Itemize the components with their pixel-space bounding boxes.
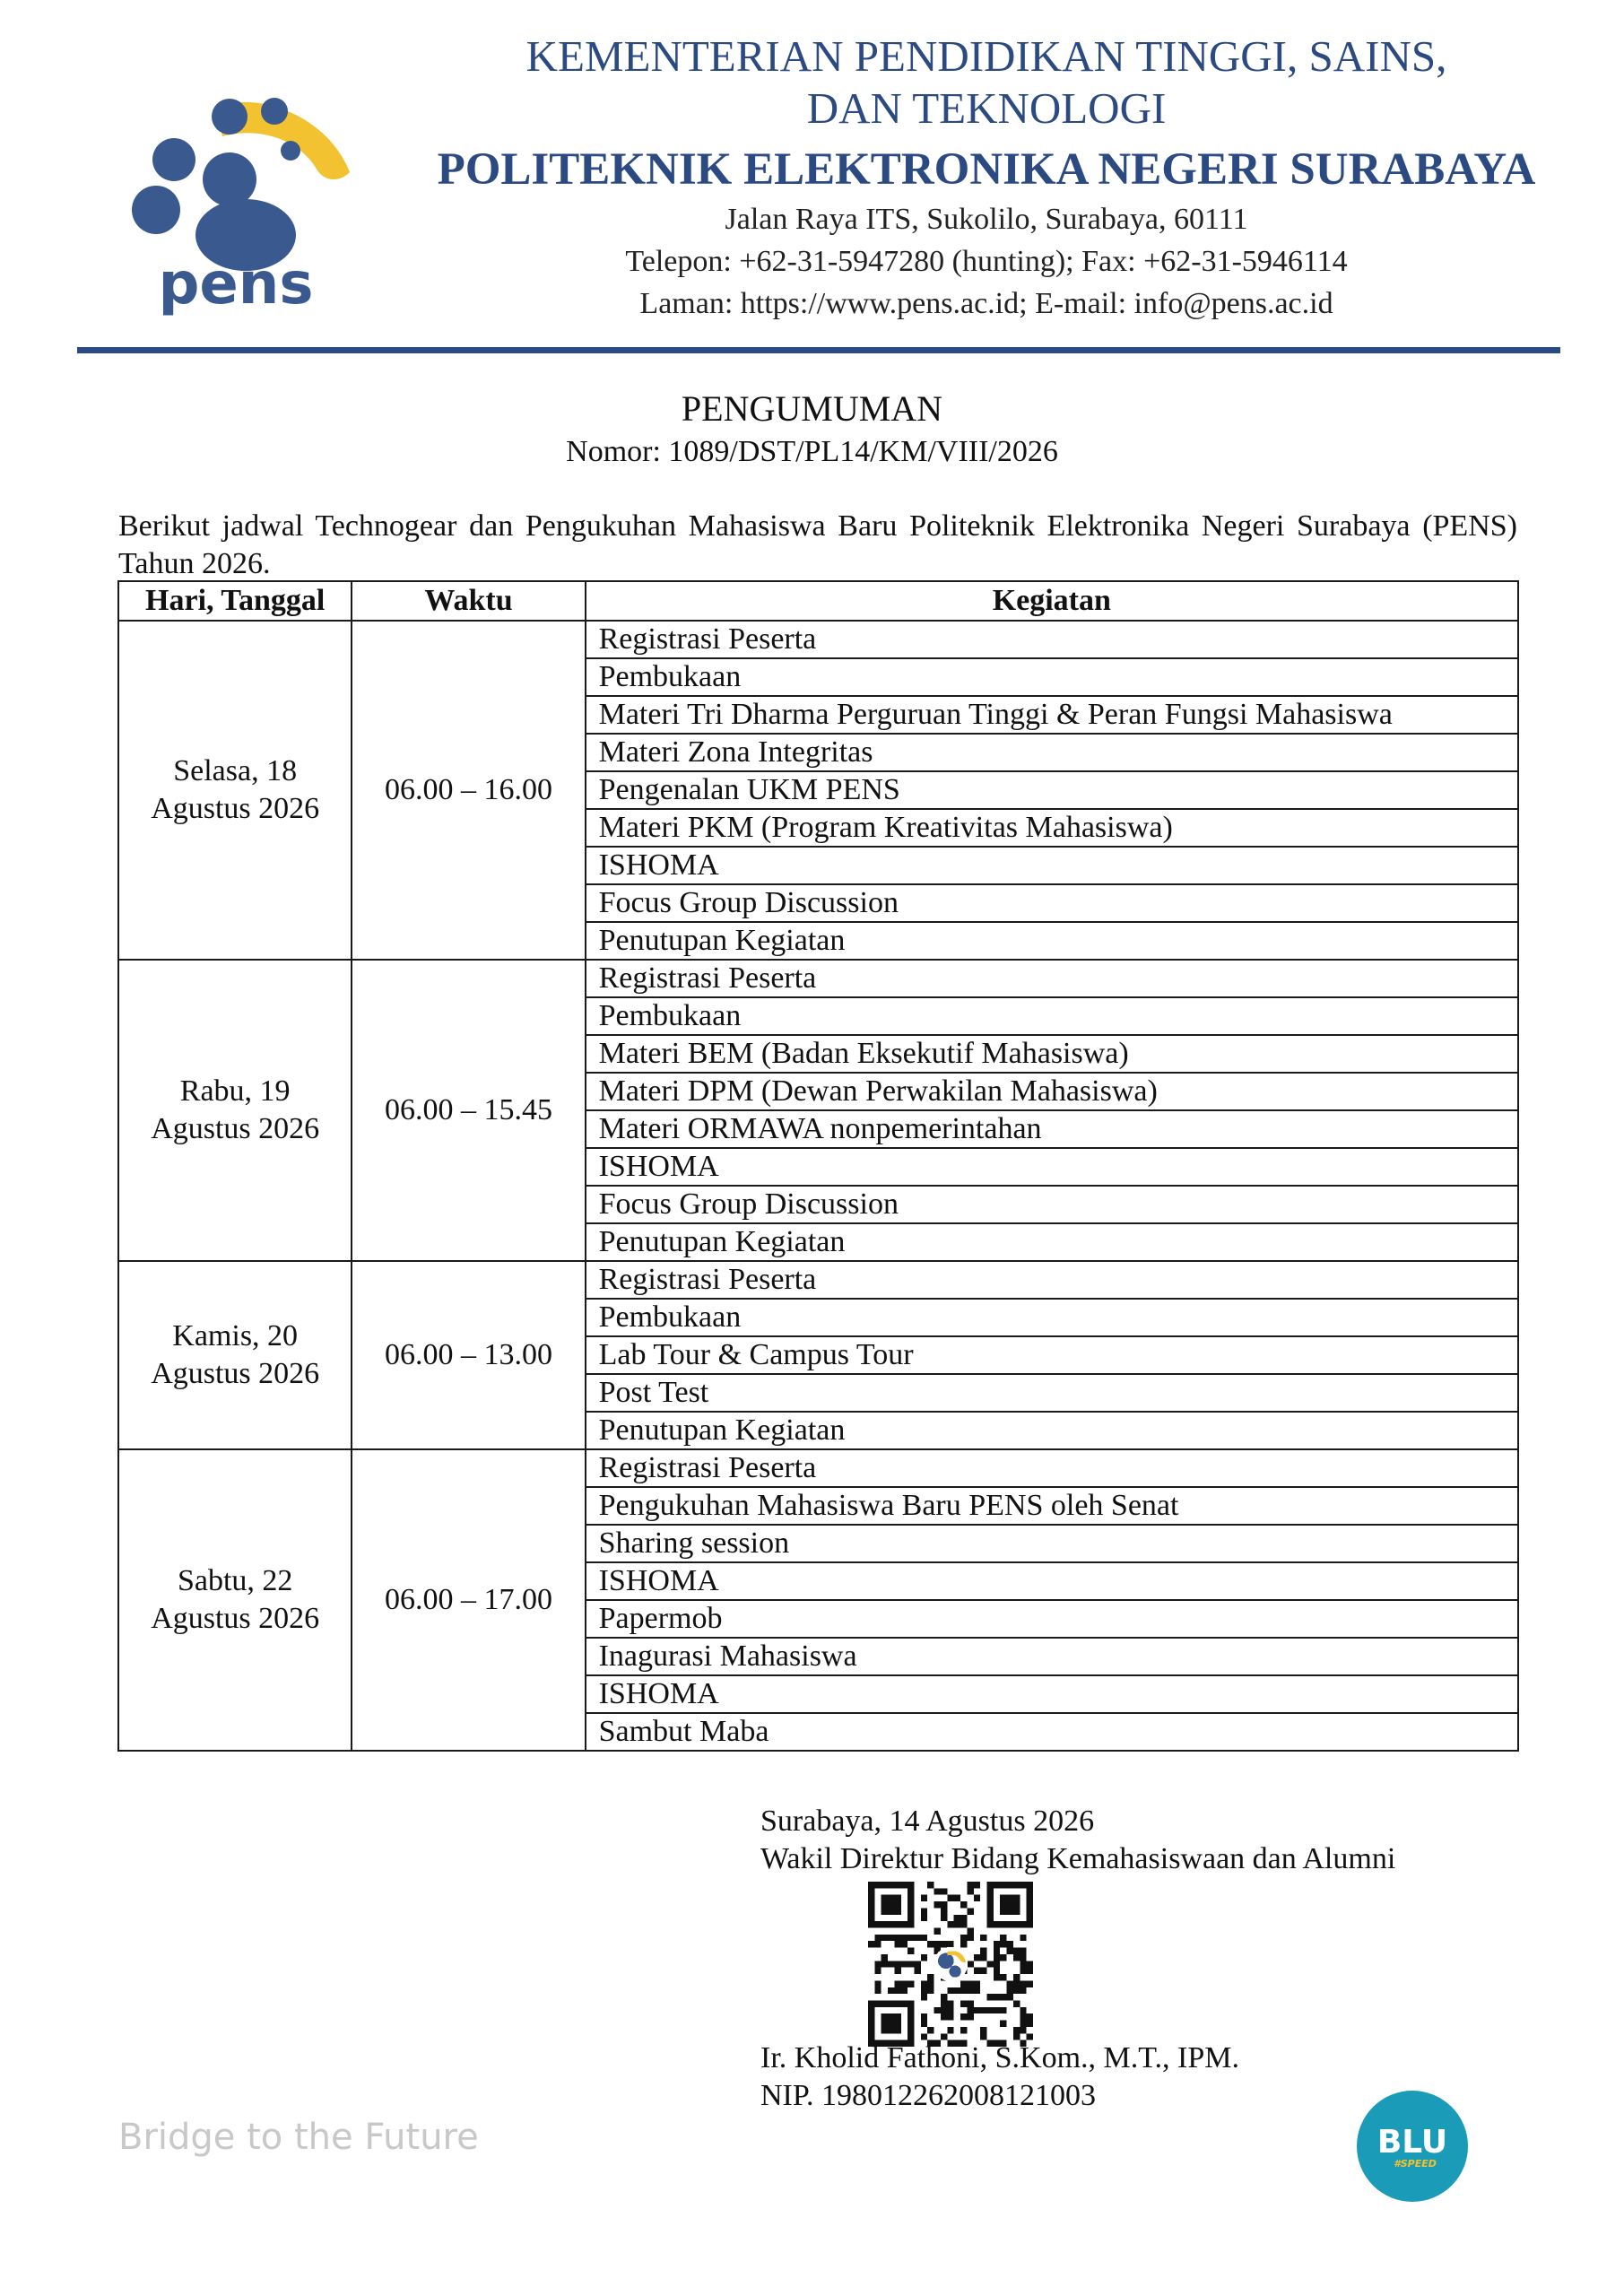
activity-cell: Materi Zona Integritas	[586, 734, 1518, 771]
day-cell	[118, 621, 352, 960]
activity-cell: ISHOMA	[586, 1675, 1518, 1713]
time-cell: 06.00 – 15.45	[352, 960, 585, 1261]
day-date: Agustus 2026	[151, 792, 320, 825]
ministry-line-1: KEMENTERIAN PENDIDIKAN TINGGI, SAINS,	[525, 31, 1447, 81]
activity-cell: Sambut Maba	[586, 1713, 1518, 1751]
schedule-body	[118, 621, 1518, 1751]
activity-cell: Pengukuhan Mahasiswa Baru PENS oleh Senat	[586, 1487, 1518, 1525]
blu-badge-text: BLU	[1376, 2124, 1448, 2161]
signatory-nip: NIP. 198012262008121003	[760, 2079, 1097, 2112]
activity-cell: Materi PKM (Program Kreativitas Mahasiswa)	[586, 809, 1518, 847]
time-cell: 06.00 – 17.00	[352, 1449, 585, 1751]
activity-cell: Focus Group Discussion	[586, 884, 1518, 922]
activity-cell: Pembukaan	[586, 997, 1518, 1035]
header-time: Waktu	[352, 581, 585, 621]
signature-position: Wakil Direktur Bidang Kemahasiswaan dan Alumni	[760, 1842, 1396, 1875]
signature-place-date: Surabaya, 14 Agustus 2026	[760, 1805, 1095, 1838]
blu-speed-badge	[1356, 2090, 1469, 2203]
day-date: Agustus 2026	[151, 1357, 320, 1390]
day-name: Sabtu, 22	[177, 1564, 293, 1597]
activity-cell: Inagurasi Mahasiswa	[586, 1638, 1518, 1675]
footer-tagline: Bridge to the Future	[118, 2117, 479, 2158]
institution-address: Jalan Raya ITS, Sukolilo, Surabaya, 60111	[725, 203, 1248, 236]
activity-cell: Lab Tour & Campus Tour	[586, 1336, 1518, 1374]
table-row	[118, 1449, 1518, 1487]
signatory-name: Ir. Kholid Fathoni, S.Kom., M.T., IPM.	[760, 2041, 1239, 2074]
activity-cell: Materi Tri Dharma Perguruan Tinggi & Peran Fungsi Mahasiswa	[586, 696, 1518, 734]
signature-qr-code	[868, 1882, 1033, 2047]
activity-cell: Materi DPM (Dewan Perwakilan Mahasiswa)	[586, 1073, 1518, 1110]
day-date: Agustus 2026	[151, 1602, 320, 1635]
activity-cell: Registrasi Peserta	[586, 1261, 1518, 1299]
activity-cell: Pengenalan UKM PENS	[586, 771, 1518, 809]
institution-web: Laman: https://www.pens.ac.id; E-mail: info@pens.ac.id	[639, 287, 1333, 320]
announcement-number: Nomor: 1089/DST/PL14/KM/VIII/2026	[566, 435, 1058, 468]
pens-logo	[115, 74, 357, 320]
activity-cell: Registrasi Peserta	[586, 621, 1518, 658]
day-cell	[118, 1261, 352, 1449]
schedule-table	[117, 580, 1519, 1752]
day-cell	[118, 1449, 352, 1751]
activity-cell: ISHOMA	[586, 847, 1518, 884]
activity-cell: Registrasi Peserta	[586, 960, 1518, 997]
activity-cell: Focus Group Discussion	[586, 1186, 1518, 1223]
institution-phone: Telepon: +62-31-5947280 (hunting); Fax: +62-31-5946114	[625, 245, 1348, 278]
table-row	[118, 960, 1518, 997]
activity-cell: Papermob	[586, 1600, 1518, 1638]
table-header-row	[118, 581, 1518, 621]
activity-cell: Penutupan Kegiatan	[586, 1223, 1518, 1261]
table-row	[118, 621, 1518, 658]
activity-cell: Sharing session	[586, 1525, 1518, 1562]
activity-cell: Post Test	[586, 1374, 1518, 1412]
activity-cell: Pembukaan	[586, 658, 1518, 696]
institution-name: POLITEKNIK ELEKTRONIKA NEGERI SURABAYA	[437, 144, 1536, 195]
activity-cell: ISHOMA	[586, 1148, 1518, 1186]
letterhead-divider	[77, 347, 1560, 353]
day-name: Selasa, 18	[173, 754, 298, 787]
header-day: Hari, Tanggal	[118, 581, 352, 621]
time-cell: 06.00 – 13.00	[352, 1261, 585, 1449]
day-name: Kamis, 20	[172, 1319, 299, 1352]
time-cell: 06.00 – 16.00	[352, 621, 585, 960]
blu-badge-subtext: #SPEED	[1394, 2158, 1437, 2170]
announcement-intro: Berikut jadwal Technogear dan Pengukuhan Mahasiswa Baru Politeknik Elektronika Negeri Surabaya (PENS) Tahun 2026.	[118, 509, 1517, 580]
logo-wordmark: pens	[158, 251, 314, 317]
activity-cell: ISHOMA	[586, 1562, 1518, 1600]
table-row	[118, 1261, 1518, 1299]
activity-cell: Penutupan Kegiatan	[586, 922, 1518, 960]
announcement-title: PENGUMUMAN	[681, 388, 943, 429]
ministry-line-2: DAN TEKNOLOGI	[806, 83, 1167, 133]
day-cell	[118, 960, 352, 1261]
activity-cell: Materi BEM (Badan Eksekutif Mahasiswa)	[586, 1035, 1518, 1073]
day-date: Agustus 2026	[151, 1112, 320, 1145]
activity-cell: Penutupan Kegiatan	[586, 1412, 1518, 1449]
activity-cell: Registrasi Peserta	[586, 1449, 1518, 1487]
activity-cell: Pembukaan	[586, 1299, 1518, 1336]
activity-cell: Materi ORMAWA nonpemerintahan	[586, 1110, 1518, 1148]
header-activity: Kegiatan	[586, 581, 1518, 621]
day-name: Rabu, 19	[179, 1074, 291, 1108]
